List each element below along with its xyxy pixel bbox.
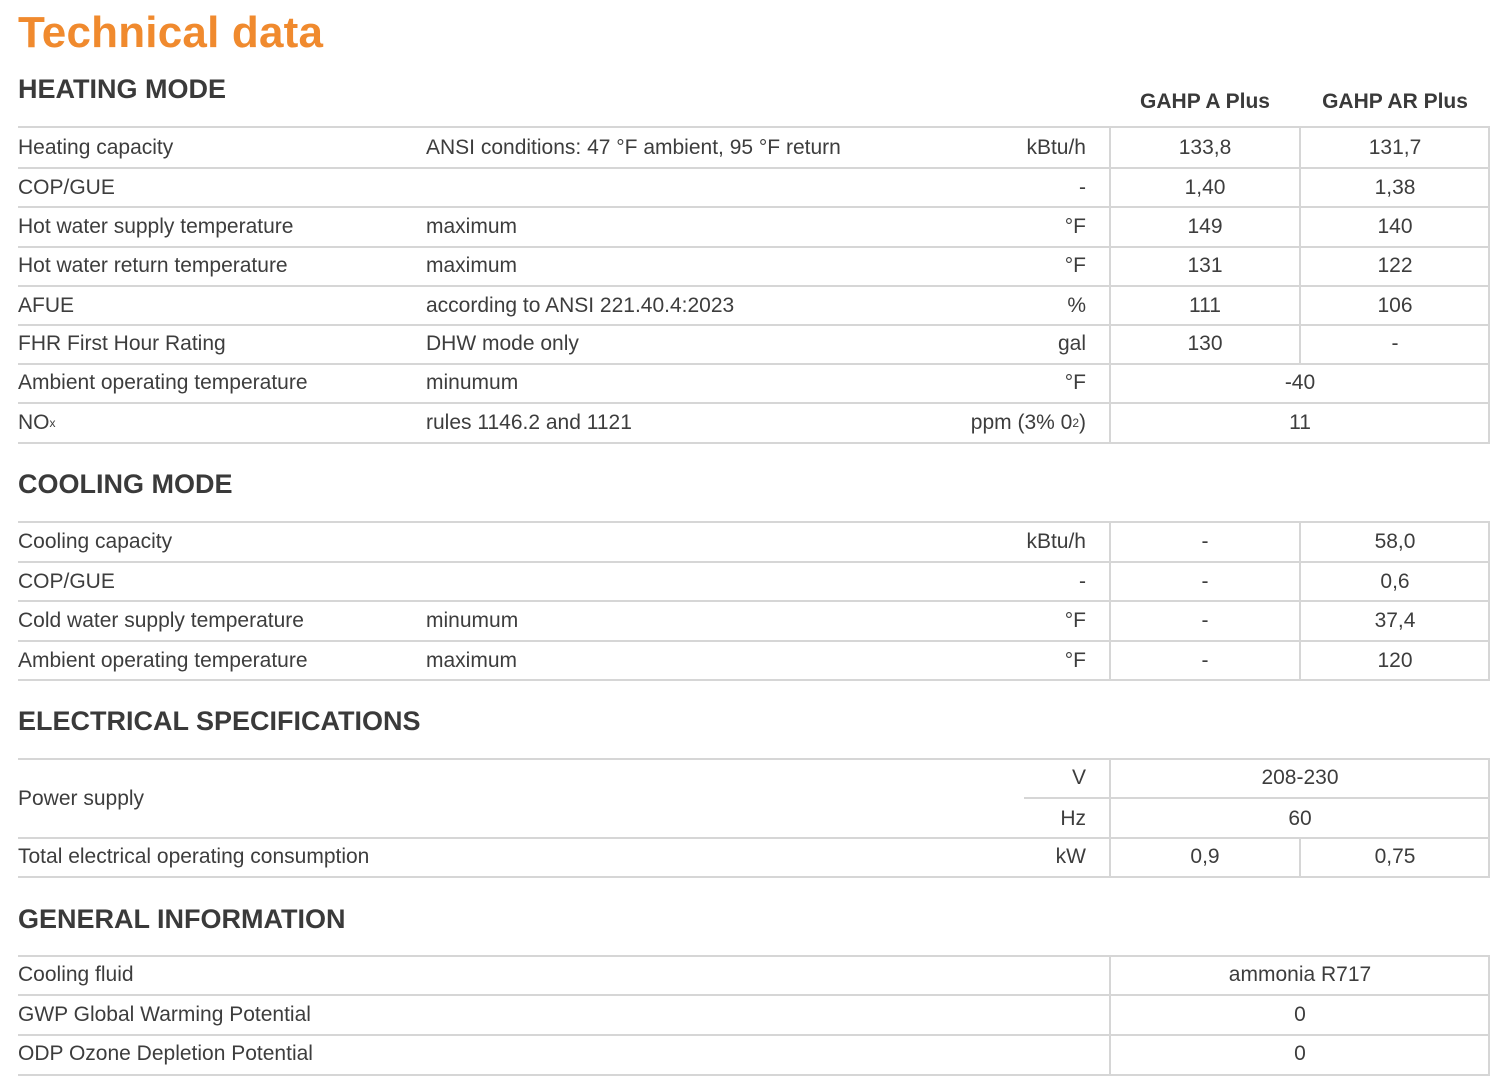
value-gahp-a-plus: - — [1201, 530, 1209, 553]
row-unit: V — [1071, 766, 1086, 789]
row-condition: rules 1146.2 and 1121 — [426, 411, 632, 434]
row-condition: according to ANSI 221.40.4:2023 — [426, 294, 735, 317]
value-gahp-a-plus: 149 — [1187, 215, 1223, 238]
value-gahp-ar-plus: 0,6 — [1380, 570, 1410, 593]
value-gahp-a-plus: 111 — [1189, 294, 1221, 317]
column-divider — [1299, 838, 1301, 877]
value-gahp-a-plus: - — [1201, 649, 1209, 672]
column-divider — [1109, 522, 1111, 680]
column-divider — [1109, 127, 1111, 443]
value-shared: 60 — [1288, 807, 1312, 830]
table-row — [18, 562, 1490, 602]
row-condition: ANSI conditions: 47 °F ambient, 95 °F return — [426, 136, 841, 159]
row-label: Cooling fluid — [18, 963, 134, 986]
value-gahp-a-plus: 1,40 — [1184, 176, 1226, 199]
row-label — [18, 403, 423, 443]
row-unit: °F — [1064, 609, 1086, 632]
row-unit: Hz — [1060, 807, 1086, 830]
table-row — [18, 1034, 1490, 1074]
value-gahp-a-plus: 130 — [1187, 332, 1223, 355]
row-unit: °F — [1064, 254, 1086, 277]
row-label: GWP Global Warming Potential — [18, 1003, 311, 1026]
row-unit: - — [1079, 176, 1086, 199]
row-condition: DHW mode only — [426, 332, 579, 355]
row-label: Cooling capacity — [18, 530, 173, 553]
value-gahp-ar-plus: 1,38 — [1374, 176, 1416, 199]
row-condition: minumum — [426, 609, 519, 632]
general-information-heading: GENERAL INFORMATION — [18, 904, 346, 934]
table-row — [18, 128, 1490, 168]
value-gahp-a-plus: - — [1201, 609, 1209, 632]
column-divider — [1488, 522, 1490, 680]
row-label: FHR First Hour Rating — [18, 332, 226, 355]
value-gahp-ar-plus: 140 — [1377, 215, 1413, 238]
table-row — [18, 522, 1490, 562]
row-unit: - — [1079, 570, 1086, 593]
row-unit: gal — [1057, 332, 1086, 355]
table-divider — [18, 679, 1490, 681]
cooling-mode-heading: COOLING MODE — [18, 469, 233, 499]
value-gahp-a-plus: 131 — [1187, 254, 1223, 277]
value-shared: 11 — [1289, 411, 1311, 434]
table-row — [18, 799, 1490, 839]
table-row — [18, 207, 1490, 247]
value-shared: ammonia R717 — [1228, 963, 1372, 986]
row-unit: °F — [1064, 215, 1086, 238]
column-divider — [1488, 127, 1490, 443]
row-condition — [426, 168, 986, 208]
row-unit: kBtu/h — [1026, 136, 1086, 159]
row-label: COP/GUE — [18, 176, 115, 199]
column-divider — [1109, 956, 1111, 1075]
value-gahp-a-plus: 133,8 — [1178, 136, 1232, 159]
row-label: COP/GUE — [18, 570, 115, 593]
row-unit-subscript: 2 — [1072, 416, 1079, 430]
table-row — [18, 363, 1490, 403]
row-label: Hot water return temperature — [18, 254, 288, 277]
table-row — [18, 601, 1490, 641]
value-shared: 0 — [1294, 1042, 1306, 1065]
table-row — [18, 955, 1490, 995]
row-unit-main: ppm (3% 0 — [970, 411, 1073, 434]
row-unit-end: ) — [1079, 411, 1086, 434]
value-shared: -40 — [1284, 371, 1316, 394]
value-gahp-ar-plus: 0,75 — [1374, 845, 1416, 868]
value-gahp-ar-plus: 131,7 — [1368, 136, 1422, 159]
row-unit: kBtu/h — [1026, 530, 1086, 553]
row-condition — [426, 522, 986, 562]
row-unit: kW — [1055, 845, 1086, 868]
row-label-subscript: x — [49, 416, 56, 430]
table-row — [18, 168, 1490, 208]
row-label: Ambient operating temperature — [18, 649, 308, 672]
electrical-specifications-heading: ELECTRICAL SPECIFICATIONS — [18, 706, 421, 736]
value-gahp-ar-plus: 106 — [1377, 294, 1413, 317]
column-divider — [1488, 759, 1490, 877]
row-label: Heating capacity — [18, 136, 174, 159]
row-condition — [426, 562, 986, 602]
row-label: Cold water supply temperature — [18, 609, 304, 632]
value-shared: 208-230 — [1261, 766, 1339, 789]
table-row — [18, 995, 1490, 1035]
value-gahp-ar-plus: 120 — [1377, 649, 1413, 672]
value-gahp-ar-plus: - — [1391, 332, 1399, 355]
column-header-gahp-ar-plus: GAHP AR Plus — [1322, 90, 1468, 113]
value-shared: 0 — [1294, 1003, 1306, 1026]
row-condition: maximum — [426, 254, 518, 277]
table-row — [18, 758, 1490, 798]
column-divider — [1299, 522, 1301, 680]
table-divider — [18, 1074, 1490, 1076]
table-row — [18, 246, 1490, 286]
row-condition: maximum — [426, 649, 518, 672]
value-gahp-a-plus: 0,9 — [1190, 845, 1220, 868]
value-gahp-a-plus: - — [1201, 570, 1209, 593]
value-gahp-ar-plus: 122 — [1377, 254, 1413, 277]
row-unit: % — [1067, 294, 1086, 317]
table-row — [18, 324, 1490, 364]
row-label: ODP Ozone Depletion Potential — [18, 1042, 313, 1065]
row-condition: maximum — [426, 215, 518, 238]
row-label: Total electrical operating consumption — [18, 845, 370, 868]
table-row — [18, 641, 1490, 681]
row-label: AFUE — [18, 294, 75, 317]
row-unit: °F — [1064, 649, 1086, 672]
row-label: Hot water supply temperature — [18, 215, 294, 238]
heating-mode-heading: HEATING MODE — [18, 74, 226, 104]
column-divider — [1299, 127, 1301, 364]
table-divider — [18, 442, 1490, 444]
column-header-gahp-a-plus: GAHP A Plus — [1140, 90, 1270, 113]
value-gahp-ar-plus: 58,0 — [1374, 530, 1416, 553]
row-unit: °F — [1064, 371, 1086, 394]
row-condition: minumum — [426, 371, 519, 394]
row-unit — [970, 403, 1086, 443]
table-row — [18, 837, 1490, 877]
table-row — [18, 403, 1490, 443]
table-row — [18, 286, 1490, 326]
page-title: Technical data — [18, 8, 324, 57]
row-label: Ambient operating temperature — [18, 371, 308, 394]
row-label: Power supply — [18, 786, 145, 810]
value-gahp-ar-plus: 37,4 — [1374, 609, 1416, 632]
row-label-main: NO — [18, 411, 50, 434]
table-divider — [18, 876, 1490, 878]
column-divider — [1488, 956, 1490, 1075]
column-divider — [1109, 759, 1111, 877]
